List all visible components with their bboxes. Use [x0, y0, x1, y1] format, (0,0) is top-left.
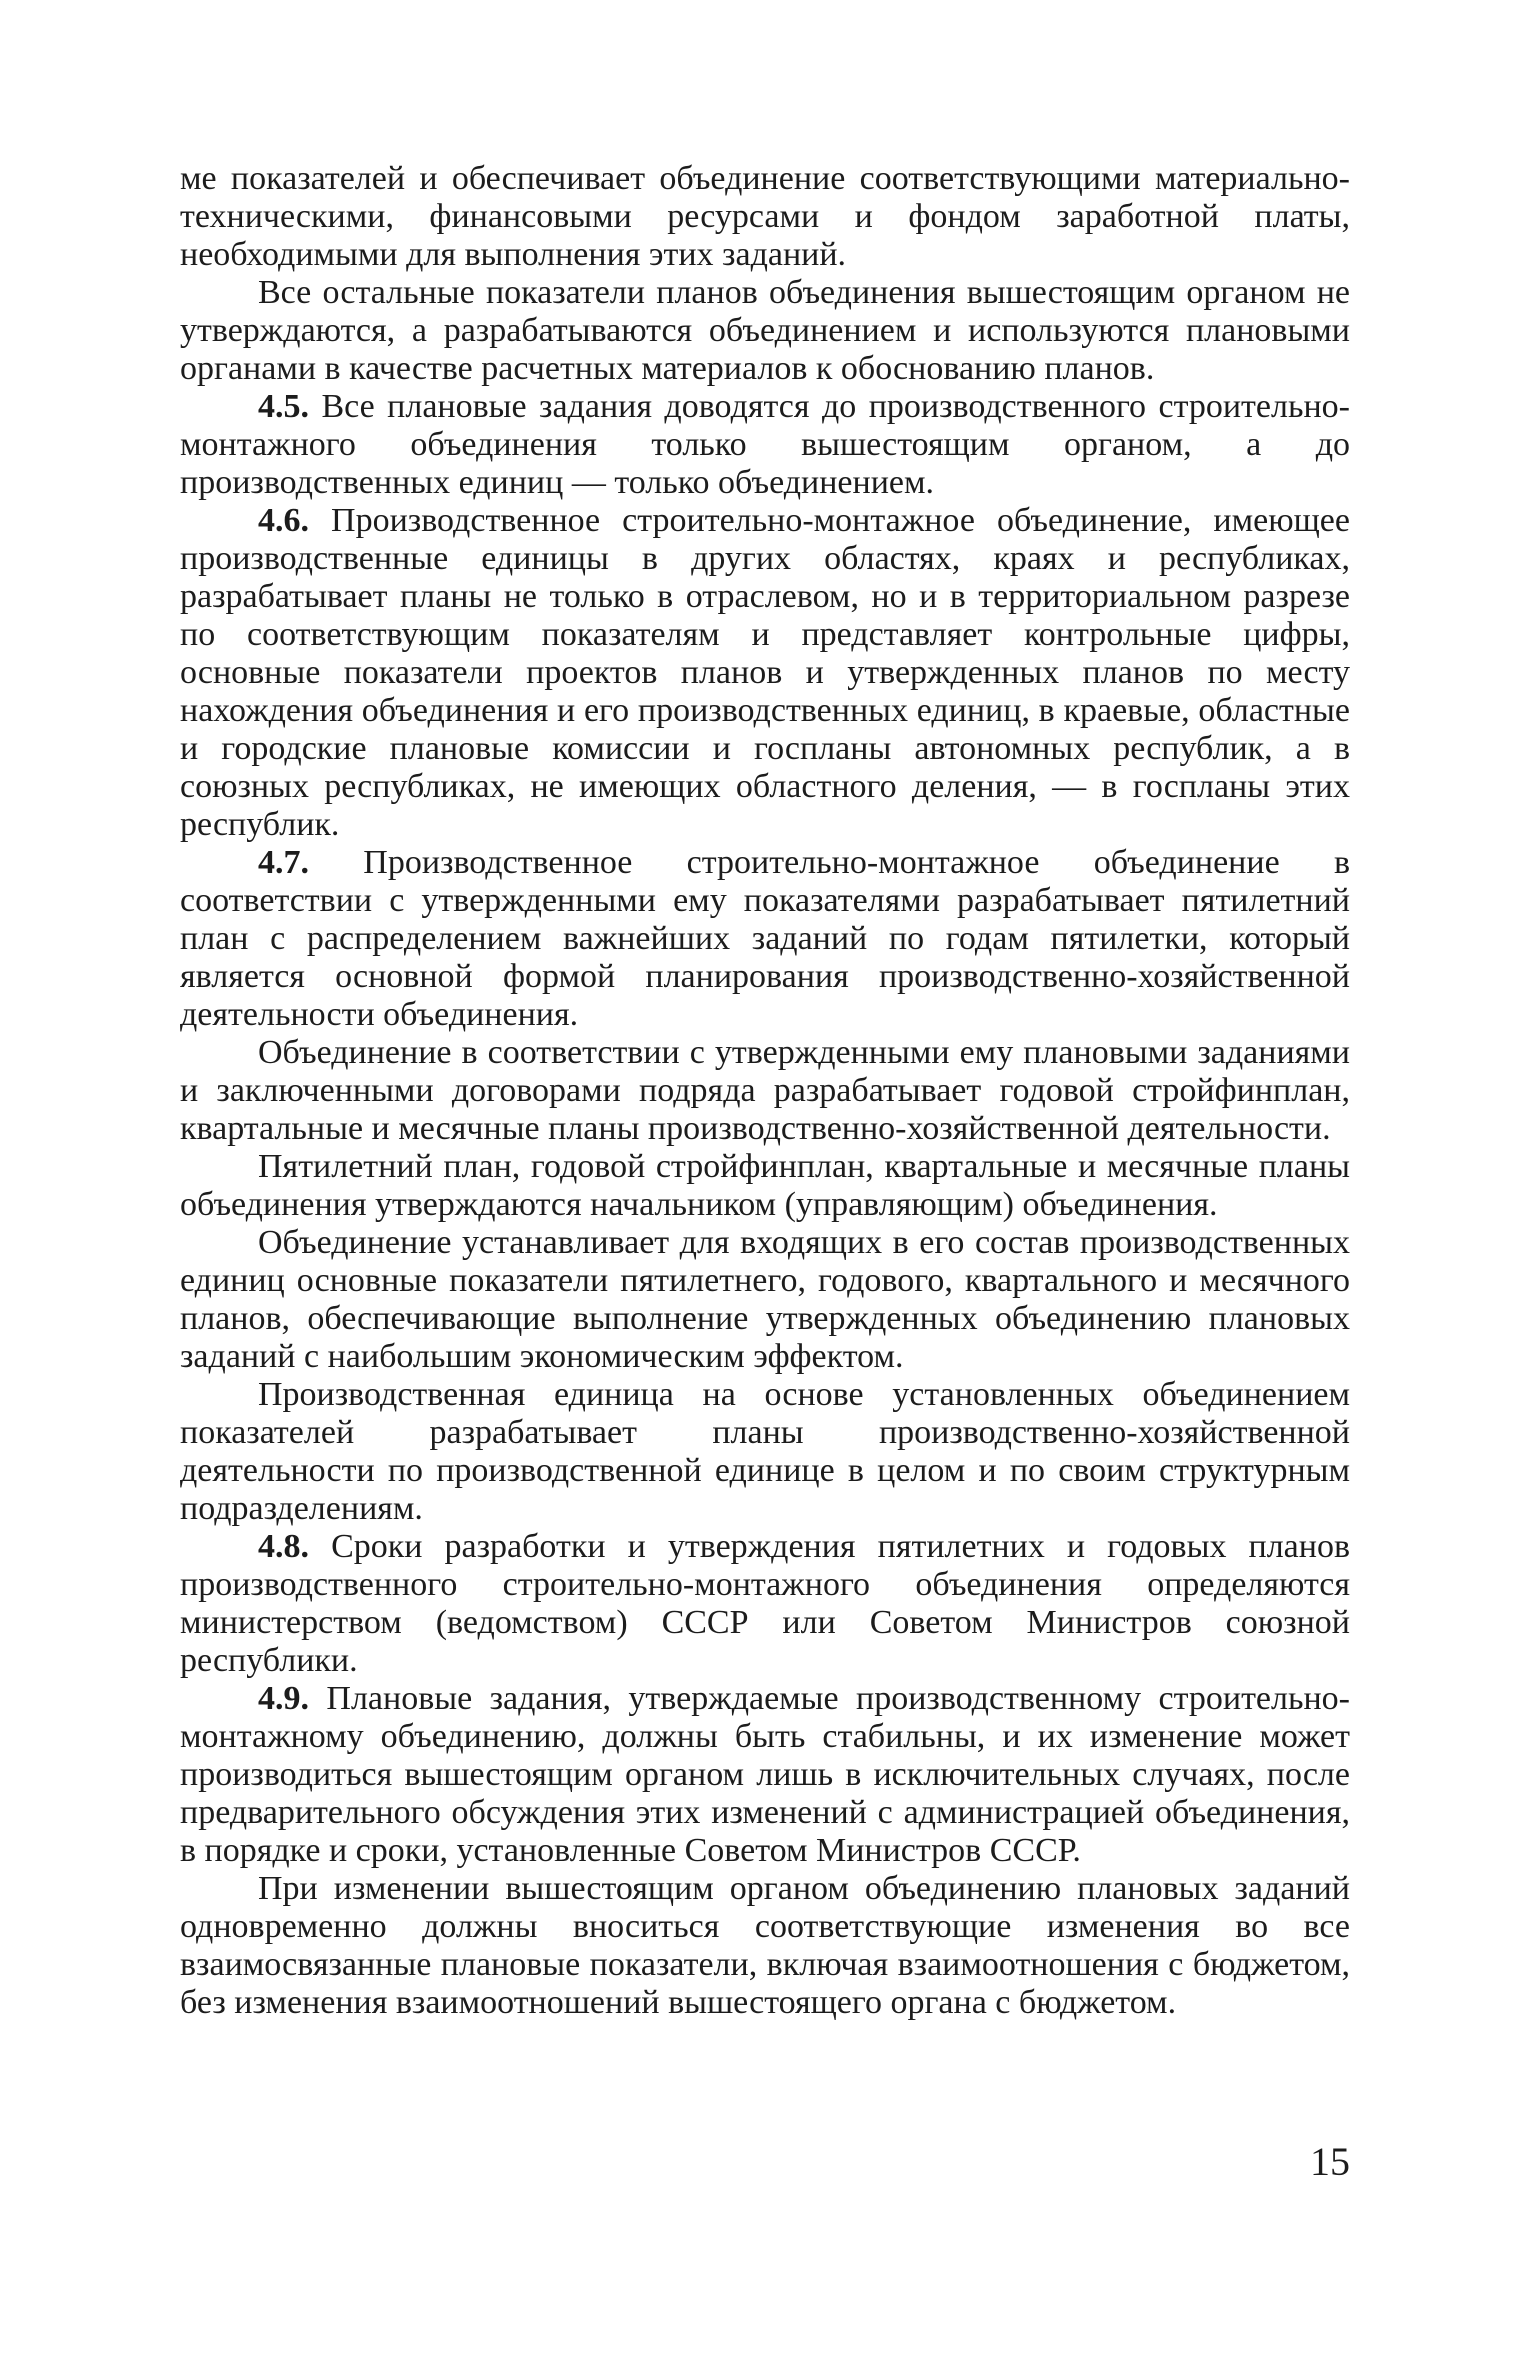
- section-number: 4.9.: [258, 1680, 309, 1717]
- paragraph-other-indicators: Все остальные показатели планов объединения вышестоящим органом не утверждаются, а разрабатываются объединением и используются плановыми органами в качестве расчетных материалов к обоснованию планов.: [180, 274, 1350, 387]
- document-body: [180, 160, 1350, 2022]
- paragraph-annual-plan: Объединение в соответствии с утвержденными ему плановыми заданиями и заключенными договорами подряда разрабатывает годовой стройфинплан, квартальные и месячные планы производственно-хозяйственной деятельности.: [180, 1034, 1350, 1147]
- paragraph-4-5: 4.5. Все плановые задания доводятся до производственного строительно-монтажного объединения только вышестоящим органом, а до производственных единиц — только объединением.: [180, 388, 1350, 501]
- paragraph-plan-approval: Пятилетний план, годовой стройфинплан, квартальные и месячные планы объединения утверждаются начальником (управляющим) объединения.: [180, 1148, 1350, 1223]
- paragraph-unit-indicators: Объединение устанавливает для входящих в его состав производственных единиц основные показатели пятилетнего, годового, квартального и месячного планов, обеспечивающие выполнение утвержденных объединению плановых заданий с наибольшим экономическим эффектом.: [180, 1224, 1350, 1375]
- section-number: 4.5.: [258, 388, 309, 425]
- section-number: 4.7.: [258, 844, 309, 881]
- paragraph-4-9: 4.9. Плановые задания, утверждаемые производственному строительно-монтажному объединению, должны быть стабильны, и их изменение может производиться вышестоящим органом лишь в исключительных случаях, после предварительного обсуждения этих изменений с администрацией объединения, в порядке и сроки, установленные Советом Министров СССР.: [180, 1680, 1351, 1869]
- paragraph-4-8: 4.8. Сроки разработки и утверждения пятилетних и годовых планов производственного строительно-монтажного объединения определяются министерством (ведомством) СССР или Советом Министров союзной республики.: [180, 1528, 1351, 1679]
- paragraph-intro-continued: ме показателей и обеспечивает объединение соответствующими материально-техническими, финансовыми ресурсами и фондом заработной платы, необходимыми для выполнения этих заданий.: [180, 160, 1350, 273]
- paragraph-unit-plans: Производственная единица на основе установленных объединением показателей разрабатывает планы производственно-хозяйственной деятельности по производственной единице в целом и по своим структурным подразделениям.: [180, 1376, 1350, 1527]
- page-number: 15: [1310, 2139, 1350, 2184]
- paragraph-4-6: 4.6. Производственное строительно-монтажное объединение, имеющее производственные единицы в других областях, краях и республиках, разрабатывает планы не только в отраслевом, но и в территориальном разрезе по соответствующим показателям и представляет контрольные цифры, основные показатели проектов планов и утвержденных планов по месту нахождения объединения и его производственных единиц, в краевые, областные и городские плановые комиссии и госпланы автономных республик, а в союзных республиках, не имеющих областного деления, — в госпланы этих республик.: [180, 502, 1350, 843]
- section-number: 4.6.: [258, 502, 309, 539]
- paragraph-plan-changes: При изменении вышестоящим органом объединению плановых заданий одновременно должны вноситься соответствующие изменения во все взаимосвязанные плановые показатели, включая взаимоотношения с бюджетом, без изменения взаимоотношений вышестоящего органа с бюджетом.: [180, 1870, 1350, 2021]
- paragraph-4-7: 4.7. Производственное строительно-монтажное объединение в соответствии с утвержденными ему показателями разрабатывает пятилетний план с распределением важнейших заданий по годам пятилетки, который является основной формой планирования производственно-хозяйственной деятельности объединения.: [180, 844, 1350, 1033]
- section-number: 4.8.: [258, 1528, 309, 1565]
